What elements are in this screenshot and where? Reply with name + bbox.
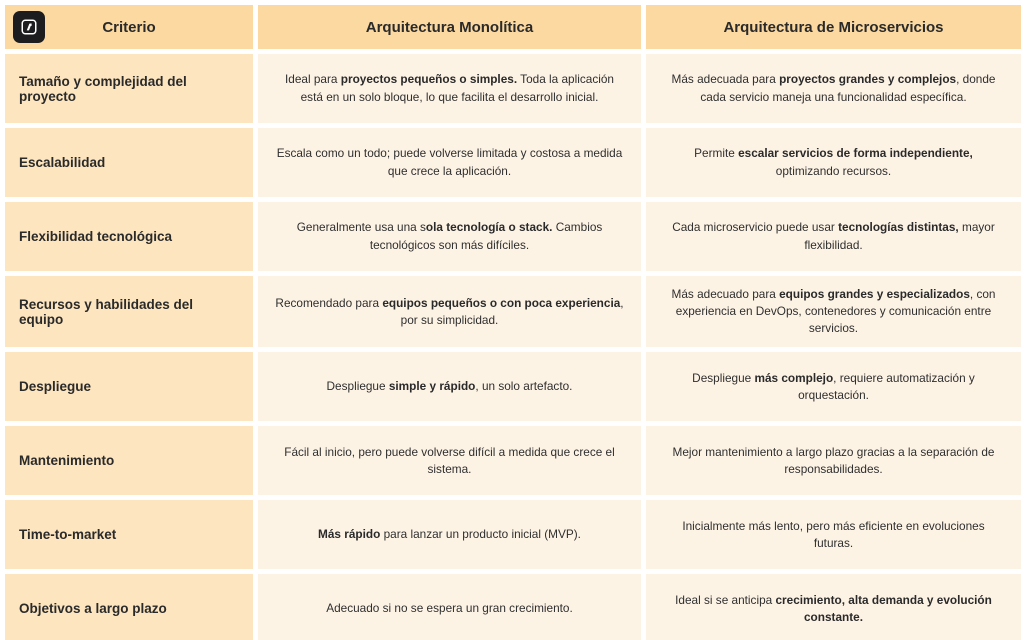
column-header-microservicios — [646, 5, 1021, 49]
row-header-criterio: Time-to-market — [5, 500, 253, 569]
cell-microservicios: Ideal si se anticipa crecimiento, alta demanda y evolución constante. — [646, 574, 1021, 640]
row-header-criterio: Mantenimiento — [5, 426, 253, 495]
cell-microservicios: Más adecuado para equipos grandes y especializados, con experiencia en DevOps, contenedores y comunicación entre servicios. — [646, 276, 1021, 347]
column-header-criterio — [5, 5, 253, 49]
cell-monolitica: Adecuado si no se espera un gran crecimiento. — [258, 574, 641, 640]
table-row — [5, 500, 1021, 569]
cell-monolitica: Generalmente usa una sola tecnología o stack. Cambios tecnológicos son más difíciles. — [258, 202, 641, 271]
table-row — [5, 276, 1021, 347]
column-header-monolitica — [258, 5, 641, 49]
table-row — [5, 352, 1021, 421]
table-row — [5, 574, 1021, 640]
table-header — [5, 5, 1021, 49]
table-body — [5, 54, 1021, 640]
app-logo-icon — [13, 11, 45, 43]
row-header-criterio: Flexibilidad tecnológica — [5, 202, 253, 271]
cell-microservicios: Más adecuada para proyectos grandes y complejos, donde cada servicio maneja una funcionalidad específica. — [646, 54, 1021, 123]
column-header-criterio-label: Criterio — [102, 18, 156, 36]
cell-microservicios: Cada microservicio puede usar tecnologías distintas, mayor flexibilidad. — [646, 202, 1021, 271]
row-header-criterio: Tamaño y complejidad del proyecto — [5, 54, 253, 123]
cell-monolitica: Escala como un todo; puede volverse limitada y costosa a medida que crece la aplicación. — [258, 128, 641, 197]
column-header-monolitica-label: Arquitectura Monolítica — [365, 18, 534, 36]
cell-microservicios: Despliegue más complejo, requiere automatización y orquestación. — [646, 352, 1021, 421]
column-header-microservicios-label: Arquitectura de Microservicios — [723, 18, 944, 36]
row-header-criterio: Recursos y habilidades del equipo — [5, 276, 253, 347]
row-header-criterio: Objetivos a largo plazo — [5, 574, 253, 640]
cell-microservicios: Mejor mantenimiento a largo plazo gracias a la separación de responsabilidades. — [646, 426, 1021, 495]
cell-monolitica: Más rápido para lanzar un producto inicial (MVP). — [258, 500, 641, 569]
row-header-criterio: Despliegue — [5, 352, 253, 421]
cell-monolitica: Recomendado para equipos pequeños o con poca experiencia, por su simplicidad. — [258, 276, 641, 347]
cell-monolitica: Despliegue simple y rápido, un solo artefacto. — [258, 352, 641, 421]
table-row — [5, 426, 1021, 495]
cell-microservicios: Inicialmente más lento, pero más eficiente en evoluciones futuras. — [646, 500, 1021, 569]
cell-monolitica: Fácil al inicio, pero puede volverse difícil a medida que crece el sistema. — [258, 426, 641, 495]
cell-monolitica: Ideal para proyectos pequeños o simples. Toda la aplicación está en un solo bloque, lo que facilita el desarrollo inicial. — [258, 54, 641, 123]
row-header-criterio: Escalabilidad — [5, 128, 253, 197]
header-row — [5, 5, 1021, 49]
table-row — [5, 128, 1021, 197]
cell-microservicios: Permite escalar servicios de forma independiente, optimizando recursos. — [646, 128, 1021, 197]
table-row — [5, 54, 1021, 123]
table-row — [5, 202, 1021, 271]
